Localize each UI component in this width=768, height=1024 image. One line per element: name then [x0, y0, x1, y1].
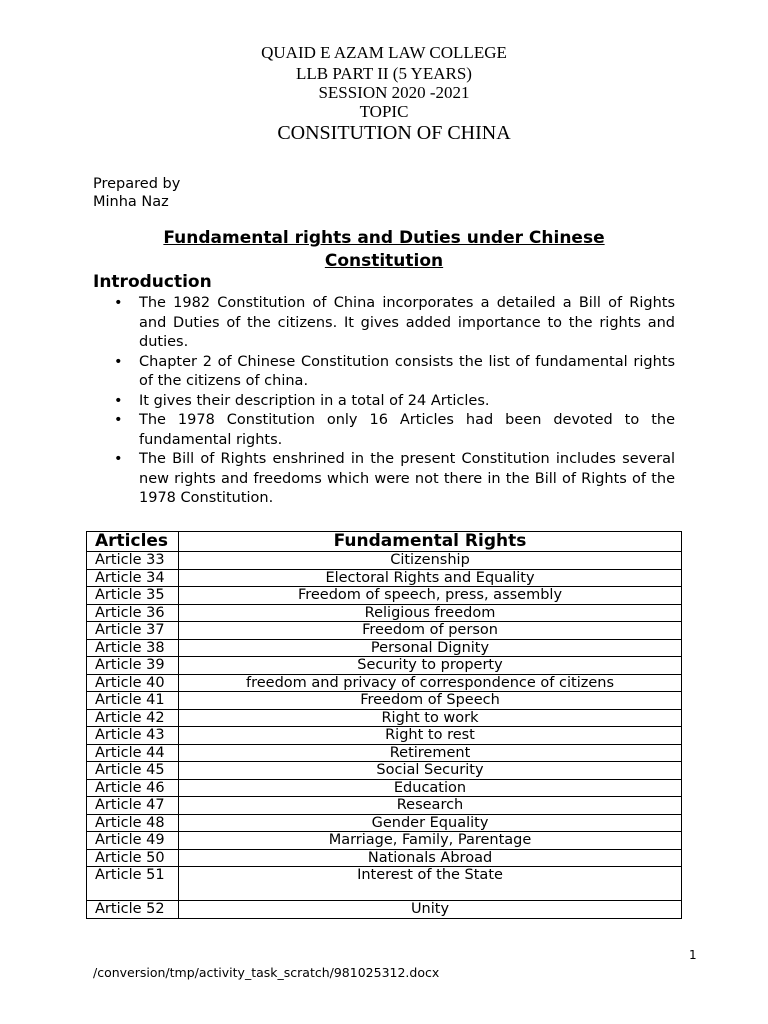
right-cell: Right to work [179, 709, 682, 727]
list-item-text: It gives their description in a total of 24 Articles. [139, 392, 490, 409]
author-name: Minha Naz [93, 194, 169, 210]
right-cell: Right to rest [179, 727, 682, 745]
article-cell: Article 37 [87, 622, 179, 640]
introduction-list [93, 294, 675, 509]
table-row [87, 692, 682, 710]
program-name: LLB PART II (5 YEARS) [296, 64, 472, 83]
table-row [87, 709, 682, 727]
table-row [87, 901, 682, 919]
topic-label: TOPIC [359, 102, 409, 121]
table-row [87, 867, 682, 901]
table-row [87, 657, 682, 675]
table-row [87, 762, 682, 780]
table-row [87, 727, 682, 745]
table-row [87, 604, 682, 622]
topic-title: CONSITUTION OF CHINA [277, 122, 511, 144]
right-cell: Freedom of person [179, 622, 682, 640]
list-item [93, 392, 675, 412]
article-cell: Article 51 [87, 867, 179, 901]
document-title: Fundamental rights and Duties under Chinese Constitution [163, 228, 605, 271]
article-cell: Article 42 [87, 709, 179, 727]
table-row [87, 569, 682, 587]
table-row [87, 674, 682, 692]
bullet-icon: • [114, 412, 123, 428]
right-cell: Unity [179, 901, 682, 919]
bullet-icon: • [114, 392, 123, 409]
right-cell: Personal Dignity [179, 639, 682, 657]
right-cell: Freedom of Speech [179, 692, 682, 710]
list-item [93, 294, 675, 353]
right-cell: Marriage, Family, Parentage [179, 832, 682, 850]
table-row [87, 587, 682, 605]
bullet-icon: • [114, 295, 123, 311]
table-row [87, 797, 682, 815]
article-cell: Article 35 [87, 587, 179, 605]
article-cell: Article 52 [87, 901, 179, 919]
table-row [87, 849, 682, 867]
right-cell: Education [179, 779, 682, 797]
list-item [93, 411, 675, 450]
bullet-icon: • [114, 451, 123, 467]
article-cell: Article 41 [87, 692, 179, 710]
right-cell: Retirement [179, 744, 682, 762]
right-cell: Interest of the State [179, 867, 682, 901]
table-row [87, 744, 682, 762]
table-row [87, 639, 682, 657]
column-header-articles: Articles [87, 532, 179, 552]
right-cell: Freedom of speech, press, assembly [179, 587, 682, 605]
article-cell: Article 40 [87, 674, 179, 692]
footer-file-path: /conversion/tmp/activity_task_scratch/981025312.docx [93, 965, 440, 980]
right-cell: Religious freedom [179, 604, 682, 622]
table-row [87, 832, 682, 850]
list-item-text: Chapter 2 of Chinese Constitution consists the list of fundamental rights of the citizens of china. [139, 353, 675, 389]
college-name: QUAID E AZAM LAW COLLEGE [261, 43, 507, 62]
right-cell: freedom and privacy of correspondence of citizens [179, 674, 682, 692]
prepared-by-label: Prepared by [93, 176, 181, 192]
article-cell: Article 46 [87, 779, 179, 797]
right-cell: Security to property [179, 657, 682, 675]
article-cell: Article 48 [87, 814, 179, 832]
article-cell: Article 34 [87, 569, 179, 587]
bullet-icon: • [114, 353, 123, 370]
right-cell: Research [179, 797, 682, 815]
list-item-text: The 1982 Constitution of China incorporates a detailed a Bill of Rights and Duties of the citizens. It gives added importance to the rights and duties. [139, 295, 675, 350]
page-number: 1 [689, 948, 697, 962]
table-row [87, 779, 682, 797]
table-header-row [87, 532, 682, 552]
article-cell: Article 50 [87, 849, 179, 867]
table-row [87, 552, 682, 570]
table-row [87, 814, 682, 832]
right-cell: Gender Equality [179, 814, 682, 832]
article-cell: Article 45 [87, 762, 179, 780]
list-item [93, 353, 675, 392]
article-cell: Article 38 [87, 639, 179, 657]
right-cell: Nationals Abroad [179, 849, 682, 867]
introduction-heading: Introduction [93, 272, 212, 292]
right-cell: Electoral Rights and Equality [179, 569, 682, 587]
right-cell: Citizenship [179, 552, 682, 570]
right-cell: Social Security [179, 762, 682, 780]
fundamental-rights-table [86, 531, 682, 919]
article-cell: Article 47 [87, 797, 179, 815]
article-cell: Article 36 [87, 604, 179, 622]
article-cell: Article 49 [87, 832, 179, 850]
list-item-text: The Bill of Rights enshrined in the present Constitution includes several new rights and freedoms which were not there in the Bill of Rights of the 1978 Constitution. [139, 451, 675, 506]
article-cell: Article 43 [87, 727, 179, 745]
session-label: SESSION 2020 -2021 [318, 83, 470, 102]
table-row [87, 622, 682, 640]
article-cell: Article 39 [87, 657, 179, 675]
list-item [93, 450, 675, 509]
article-cell: Article 44 [87, 744, 179, 762]
article-cell: Article 33 [87, 552, 179, 570]
list-item-text: The 1978 Constitution only 16 Articles had been devoted to the fundamental rights. [139, 412, 675, 448]
column-header-rights: Fundamental Rights [179, 532, 682, 552]
